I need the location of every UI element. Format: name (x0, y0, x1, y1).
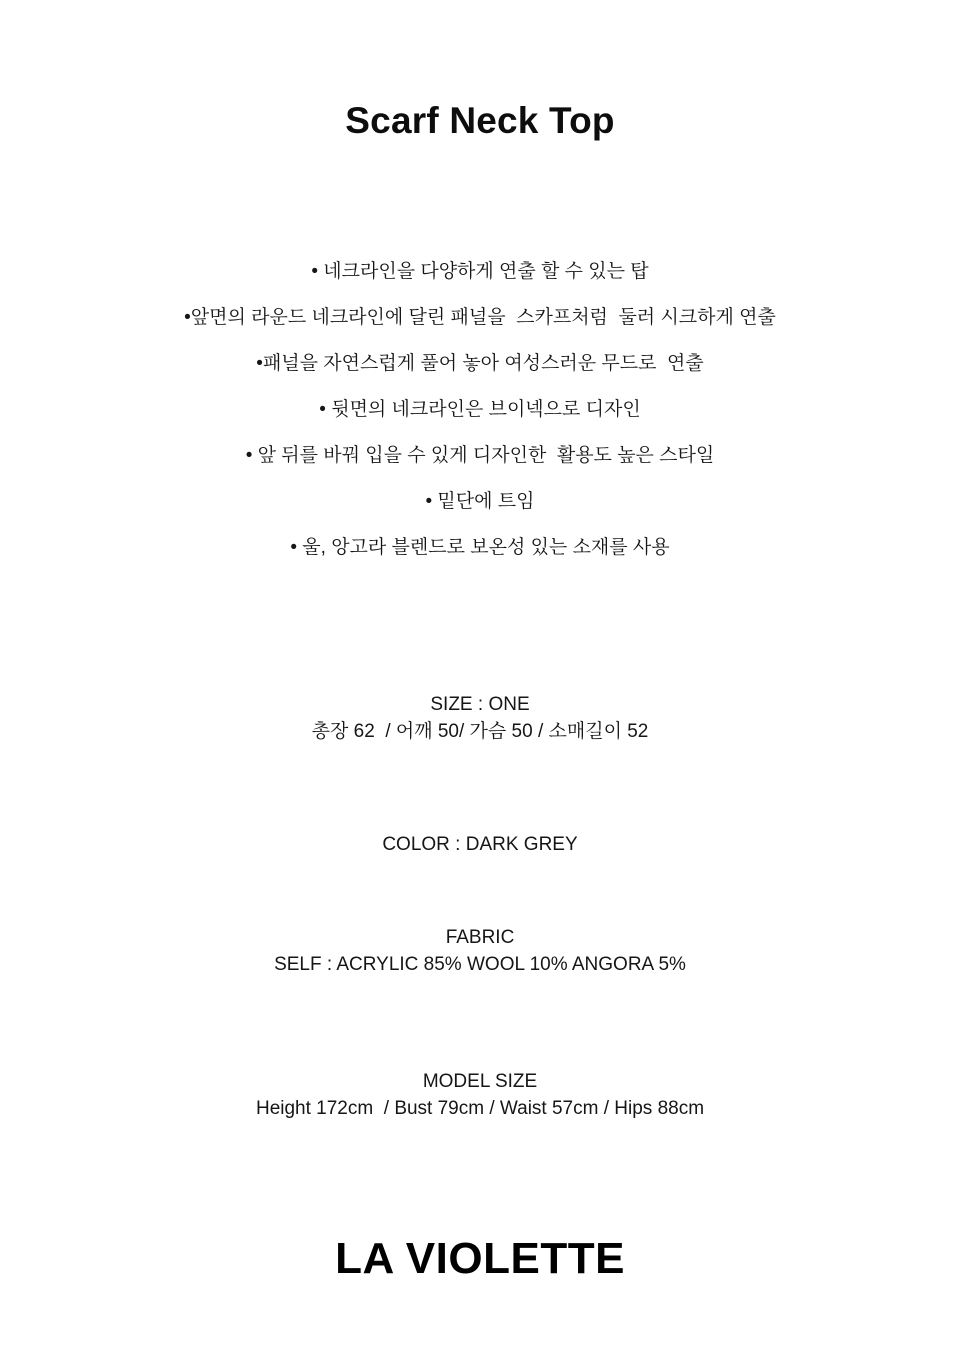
feature-item: • 뒷면의 네크라인은 브이넥으로 디자인 (319, 398, 641, 420)
color-line: COLOR : DARK GREY (382, 833, 578, 855)
fabric-heading: FABRIC (445, 926, 515, 948)
fabric-composition: SELF : ACRYLIC 85% WOOL 10% ANGORA 5% (274, 953, 686, 975)
feature-item: • 네크라인을 다양하게 연출 할 수 있는 탑 (311, 260, 649, 282)
size-heading: SIZE : ONE (430, 693, 530, 715)
feature-item: • 울, 앙고라 블렌드로 보온성 있는 소재를 사용 (290, 536, 670, 558)
fabric-section (0, 924, 960, 978)
feature-list (0, 249, 960, 571)
feature-item: •앞면의 라운드 네크라인에 달린 패널을 스카프처럼 둘러 시크하게 연출 (184, 306, 776, 328)
model-size-heading: MODEL SIZE (422, 1070, 538, 1092)
feature-item: • 앞 뒤를 바꿔 입을 수 있게 디자인한 활용도 높은 스타일 (245, 444, 715, 466)
model-size-section (0, 1068, 960, 1122)
brand-logo: LA VIOLETTE (335, 1233, 625, 1283)
size-section (0, 691, 960, 745)
feature-item: • 밑단에 트임 (425, 490, 535, 512)
size-measurements: 총장 62 / 어깨 50/ 가슴 50 / 소매길이 52 (311, 720, 649, 742)
page-title: Scarf Neck Top (345, 100, 615, 141)
color-section (0, 831, 960, 858)
model-size-measurements: Height 172cm / Bust 79cm / Waist 57cm / Hips 88cm (255, 1097, 705, 1119)
feature-item: •패널을 자연스럽게 풀어 놓아 여성스러운 무드로 연출 (256, 352, 704, 374)
